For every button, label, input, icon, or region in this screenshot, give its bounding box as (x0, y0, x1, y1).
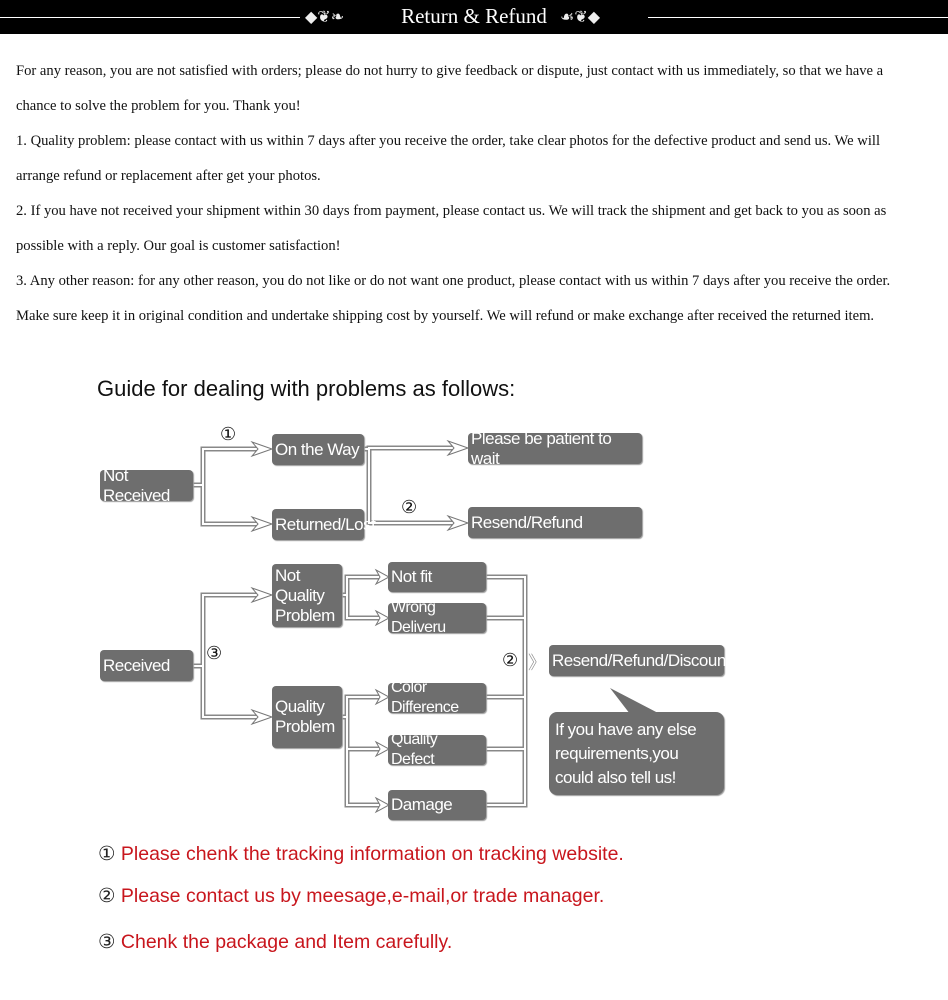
paragraph: 3. Any other reason: for any other reason, you do not like or do not want one product, please contact with us within 7 days after you receive the order. Make sure keep it in original condition and undertake shipping cost by yourself. We will refund or make exchange after received the returned item. (16, 273, 891, 324)
quality-defect-box: Quality Defect (388, 735, 486, 765)
step-1-marker: ① (220, 424, 237, 444)
wait-box: Please be patient to wait (468, 433, 642, 464)
ornament-icon: ◆❦❧ (305, 9, 345, 26)
paragraph: 2. If you have not received your shipment within 30 days from payment, please contact us. We will track the shipment and get back to you as soon as possible with a reply. Our goal is customer satisfaction! (16, 203, 887, 254)
note-1 (98, 842, 624, 866)
quality-box: Quality Problem (272, 686, 342, 748)
step-2-marker: ② (401, 497, 418, 517)
not-received-box: Not Received (100, 470, 193, 501)
note-text: Please contact us by meesage,e-mail,or trade manager. (120, 885, 605, 907)
note-number: ③ (98, 931, 116, 953)
chevron-right-icon: 》 (528, 653, 546, 673)
resend-refund-box: Resend/Refund (468, 507, 642, 538)
not-fit-box: Not fit (388, 562, 486, 592)
note-2 (98, 884, 604, 908)
damage-box: Damage (388, 790, 486, 820)
note-text: Please chenk the tracking information on tracking website. (120, 843, 624, 865)
wrong-delivery-box: Wrong Deliveru (388, 603, 486, 633)
note-number: ② (98, 885, 116, 907)
page-title: Return & Refund (401, 4, 547, 28)
note-number: ① (98, 843, 116, 865)
step-2-marker: ② (502, 650, 519, 670)
on-the-way-box: On the Way (272, 434, 364, 465)
note-text: Chenk the package and Item carefully. (120, 931, 453, 953)
note-3 (98, 930, 452, 954)
received-box: Received (100, 650, 193, 681)
paragraph: 1. Quality problem: please contact with us within 7 days after you receive the order, take clear photos for the defective product and send us. We will arrange refund or replacement after get your photos. (16, 133, 880, 184)
guide-title: Guide for dealing with problems as follows: (97, 376, 516, 401)
speech-bubble: If you have any else requirements,you could also tell us! (549, 712, 724, 795)
paragraph: For any reason, you are not satisfied with orders; please do not hurry to give feedback or dispute, just contact with us immediately, so that we have a chance to solve the problem for you. Thank you! (16, 63, 884, 114)
step-3-marker: ③ (206, 643, 223, 663)
resend-discount-box: Resend/Refund/Discount (549, 645, 724, 676)
returned-lost-box: Returned/Lost (272, 509, 364, 540)
not-quality-box: Not Quality Problem (272, 564, 342, 627)
ornament-icon: ☙❦◆ (560, 9, 601, 26)
color-difference-box: Color Difference (388, 683, 486, 713)
